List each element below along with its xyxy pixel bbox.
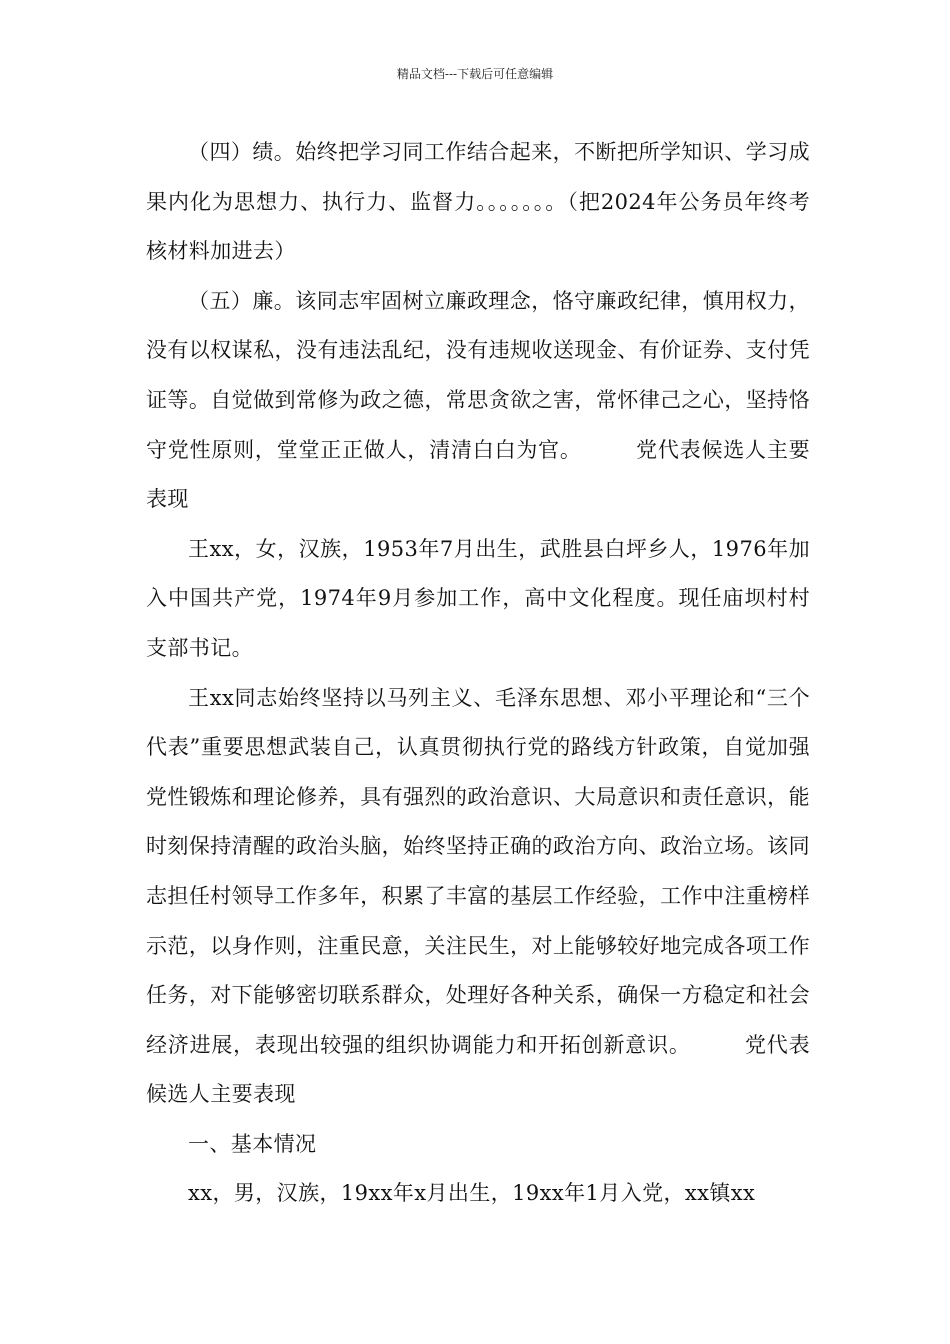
paragraph-text: 王xx同志始终坚持以马列主义、毛泽东思想、邓小平理论和“三个代表”重要思想武装自己，认真贯彻执行党的路线方针政策，自觉加强党性锻炼和理论修养，具有强烈的政治意识、大局意识和责任意识，能时刻保持清醒的政治头脑，始终坚持正确的政治方向、政治立场。该同志担任村领导工作多年，积累了丰富的基层工作经验，工作中注重榜样示范，以身作则，注重民意，关注民生，对上能够较好地完成各项工作任务，对下能够密切联系群众，处理好各种关系，确保一方稳定和社会经济进展，表现出较强的组织协调能力和开拓创新意识。	[146, 685, 810, 1057]
paragraph-text: （五）廉。该同志牢固树立廉政理念，恪守廉政纪律，慎用权力，没有以权谋私，没有违法乱纪，没有违规收送现金、有价证券、支付凭证等。自觉做到常修为政之德，常思贪欲之害，常怀律己之心，坚持恪守党性原则，堂堂正正做人，清清白白为官。	[146, 288, 810, 462]
paragraph-performance	[146, 128, 810, 277]
section-heading-basic-info	[146, 1120, 810, 1170]
page-header: 精品文档---下载后可任意编辑	[396, 67, 554, 81]
paragraph-text: （四）绩。始终把学习同工作结合起来，不断把所学知识、学习成果内化为思想力、执行力、监督力。。。。。。。（把2024年公务员年终考核材料加进去）	[146, 140, 810, 264]
document-body	[146, 128, 810, 1219]
section-heading-inline: 党代表候选人主要表现	[146, 1032, 810, 1107]
paragraph-integrity	[146, 277, 810, 525]
paragraph-text: xx，男，汉族，19xx年x月出生，19xx年1月入党，xx镇xx	[188, 1181, 756, 1206]
paragraph-candidate-bio	[146, 525, 810, 674]
paragraph-text: 一、基本情况	[188, 1131, 317, 1156]
paragraph-basic-info	[146, 1169, 810, 1219]
paragraph-text: 王xx，女，汉族，1953年7月出生，武胜县白坪乡人，1976年加入中国共产党，1974年9月参加工作，高中文化程度。现任庙坝村村支部书记。	[146, 536, 810, 660]
section-heading-inline: 党代表候选人主要表现	[146, 437, 811, 512]
paragraph-candidate-performance	[146, 674, 810, 1120]
